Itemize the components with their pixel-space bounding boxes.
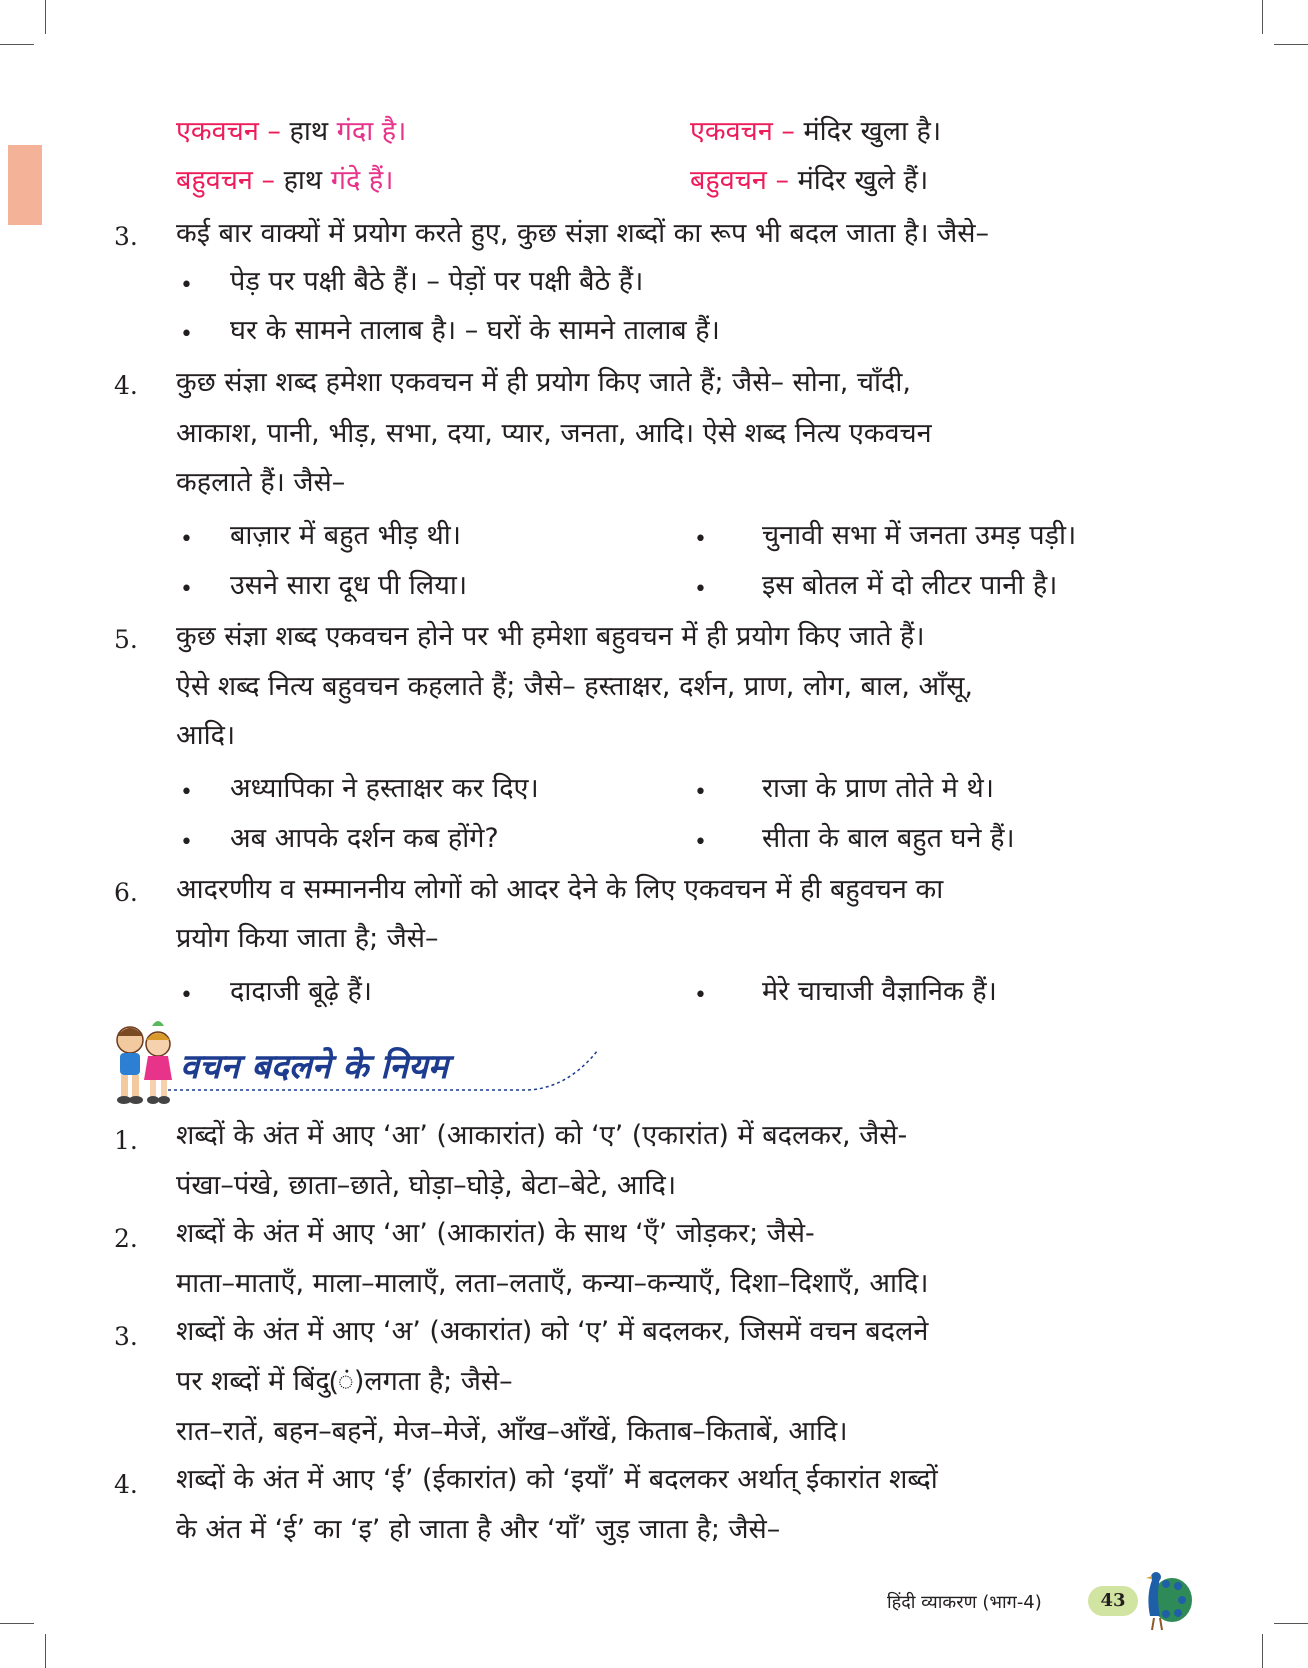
bullet-text: चुनावी सभा में जनता उमड़ पड़ी। (762, 520, 1077, 551)
example-plural-temple: बहुवचन – मंदिर खुले हैं। (690, 165, 929, 196)
crop-mark (45, 1634, 46, 1668)
rule-text: के अंत में ‘ई’ का ‘इ’ हो जाता है और ‘याँ’ जुड़ जाता है; जैसे– (176, 1514, 781, 1545)
item-number: 4. (114, 371, 138, 400)
bullet-icon: • (180, 830, 193, 855)
section-title: वचन बदलने के नियम (180, 1047, 449, 1087)
rule-text: शब्दों के अंत में आए ‘ई’ (ईकारांत) को ‘इयाँ’ में बदलकर अर्थात् ईकारांत शब्दों (176, 1464, 938, 1495)
bullet-icon: • (180, 322, 193, 347)
item-text: कहलाते हैं। जैसे– (176, 467, 346, 498)
bullet-icon: • (180, 577, 193, 602)
rule-text: पर शब्दों में बिंदु(ं)लगता है; जैसे– (176, 1366, 513, 1397)
bullet-icon: • (180, 527, 193, 552)
rule-text: शब्दों के अंत में आए ‘आ’ (आकारांत) के साथ ‘एँ’ जोड़कर; जैसे- (176, 1218, 815, 1249)
bullet-text: सीता के बाल बहुत घने हैं। (762, 823, 1015, 854)
bullet-icon: • (180, 273, 193, 298)
crop-mark (1274, 44, 1308, 45)
rule-example: रात–रातें, बहन–बहनें, मेज–मेजें, आँख–आँखें, किताब–किताबें, आदि। (176, 1416, 848, 1447)
page-number: 43 (1088, 1586, 1138, 1616)
rule-example: माता–माताएँ, माला–मालाएँ, लता–लताएँ, कन्या–कन्याएँ, दिशा–दिशाएँ, आदि। (176, 1268, 929, 1299)
book-title: हिंदी व्याकरण (भाग-4) (887, 1592, 1042, 1613)
item-text: प्रयोग किया जाता है; जैसे– (176, 923, 439, 954)
item-text: ऐसे शब्द नित्य बहुवचन कहलाते हैं; जैसे– हस्ताक्षर, दर्शन, प्राण, लोग, बाल, आँसू, (176, 671, 973, 702)
rule-text: शब्दों के अंत में आए ‘आ’ (आकारांत) को ‘ए’ (एकारांत) में बदलकर, जैसे- (176, 1120, 908, 1151)
crop-mark (0, 1623, 34, 1624)
bullet-text: दादाजी बूढ़े हैं। (230, 976, 373, 1007)
bullet-text: अध्यापिका ने हस्ताक्षर कर दिए। (230, 773, 539, 804)
bullet-text: बाज़ार में बहुत भीड़ थी। (230, 520, 461, 551)
item-text: कुछ संज्ञा शब्द हमेशा एकवचन में ही प्रयोग किए जाते हैं; जैसे– सोना, चाँदी, (176, 367, 911, 398)
crop-mark (1274, 1623, 1308, 1624)
bullet-text: पेड़ पर पक्षी बैठे हैं। – पेड़ों पर पक्षी बैठे हैं। (230, 266, 644, 297)
section-heading (108, 1010, 628, 1110)
item-text: कुछ संज्ञा शब्द एकवचन होने पर भी हमेशा बहुवचन में ही प्रयोग किए जाते हैं। (176, 621, 925, 652)
bullet-icon: • (694, 830, 707, 855)
rule-text: शब्दों के अंत में आए ‘अ’ (अकारांत) को ‘ए’ में बदलकर, जिसमें वचन बदलने (176, 1316, 929, 1347)
bullet-text: अब आपके दर्शन कब होंगे? (230, 823, 499, 854)
rule-number: 1. (114, 1126, 138, 1155)
rule-number: 3. (114, 1322, 138, 1351)
rule-example: पंखा–पंखे, छाता–छाते, घोड़ा–घोड़े, बेटा–बेटे, आदि। (176, 1170, 677, 1201)
bullet-icon: • (180, 780, 193, 805)
rule-number: 4. (114, 1470, 138, 1499)
bullet-icon: • (694, 527, 707, 552)
page-edge-tab (8, 145, 42, 225)
bullet-icon: • (694, 780, 707, 805)
example-singular-hand: एकवचन – हाथ गंदा है। (176, 116, 407, 147)
item-number: 3. (114, 222, 138, 251)
bullet-text: उसने सारा दूध पी लिया। (230, 570, 468, 601)
rule-number: 2. (114, 1224, 138, 1253)
item-text: कई बार वाक्यों में प्रयोग करते हुए, कुछ संज्ञा शब्दों का रूप भी बदल जाता है। जैसे– (176, 218, 989, 249)
item-text: आदरणीय व सम्माननीय लोगों को आदर देने के लिए एकवचन में ही बहुवचन का (176, 874, 944, 905)
crop-mark (45, 0, 46, 34)
crop-mark (0, 44, 34, 45)
bullet-icon: • (180, 983, 193, 1008)
example-singular-temple: एकवचन – मंदिर खुला है। (690, 116, 942, 147)
peacock-icon (1136, 1566, 1196, 1632)
heading-underline (108, 1010, 628, 1110)
bullet-text: राजा के प्राण तोते मे थे। (762, 773, 994, 804)
bullet-text: इस बोतल में दो लीटर पानी है। (762, 570, 1058, 601)
item-number: 5. (114, 625, 138, 654)
item-text: आदि। (176, 720, 236, 751)
example-plural-hand: बहुवचन – हाथ गंदे हैं। (176, 165, 394, 196)
bullet-icon: • (694, 577, 707, 602)
bullet-icon: • (694, 983, 707, 1008)
bullet-text: घर के सामने तालाब है। – घरों के सामने तालाब हैं। (230, 315, 720, 346)
crop-mark (1262, 1634, 1263, 1668)
item-text: आकाश, पानी, भीड़, सभा, दया, प्यार, जनता, आदि। ऐसे शब्द नित्य एकवचन (176, 418, 932, 449)
item-number: 6. (114, 878, 138, 907)
bullet-text: मेरे चाचाजी वैज्ञानिक हैं। (762, 976, 997, 1007)
crop-mark (1262, 0, 1263, 34)
